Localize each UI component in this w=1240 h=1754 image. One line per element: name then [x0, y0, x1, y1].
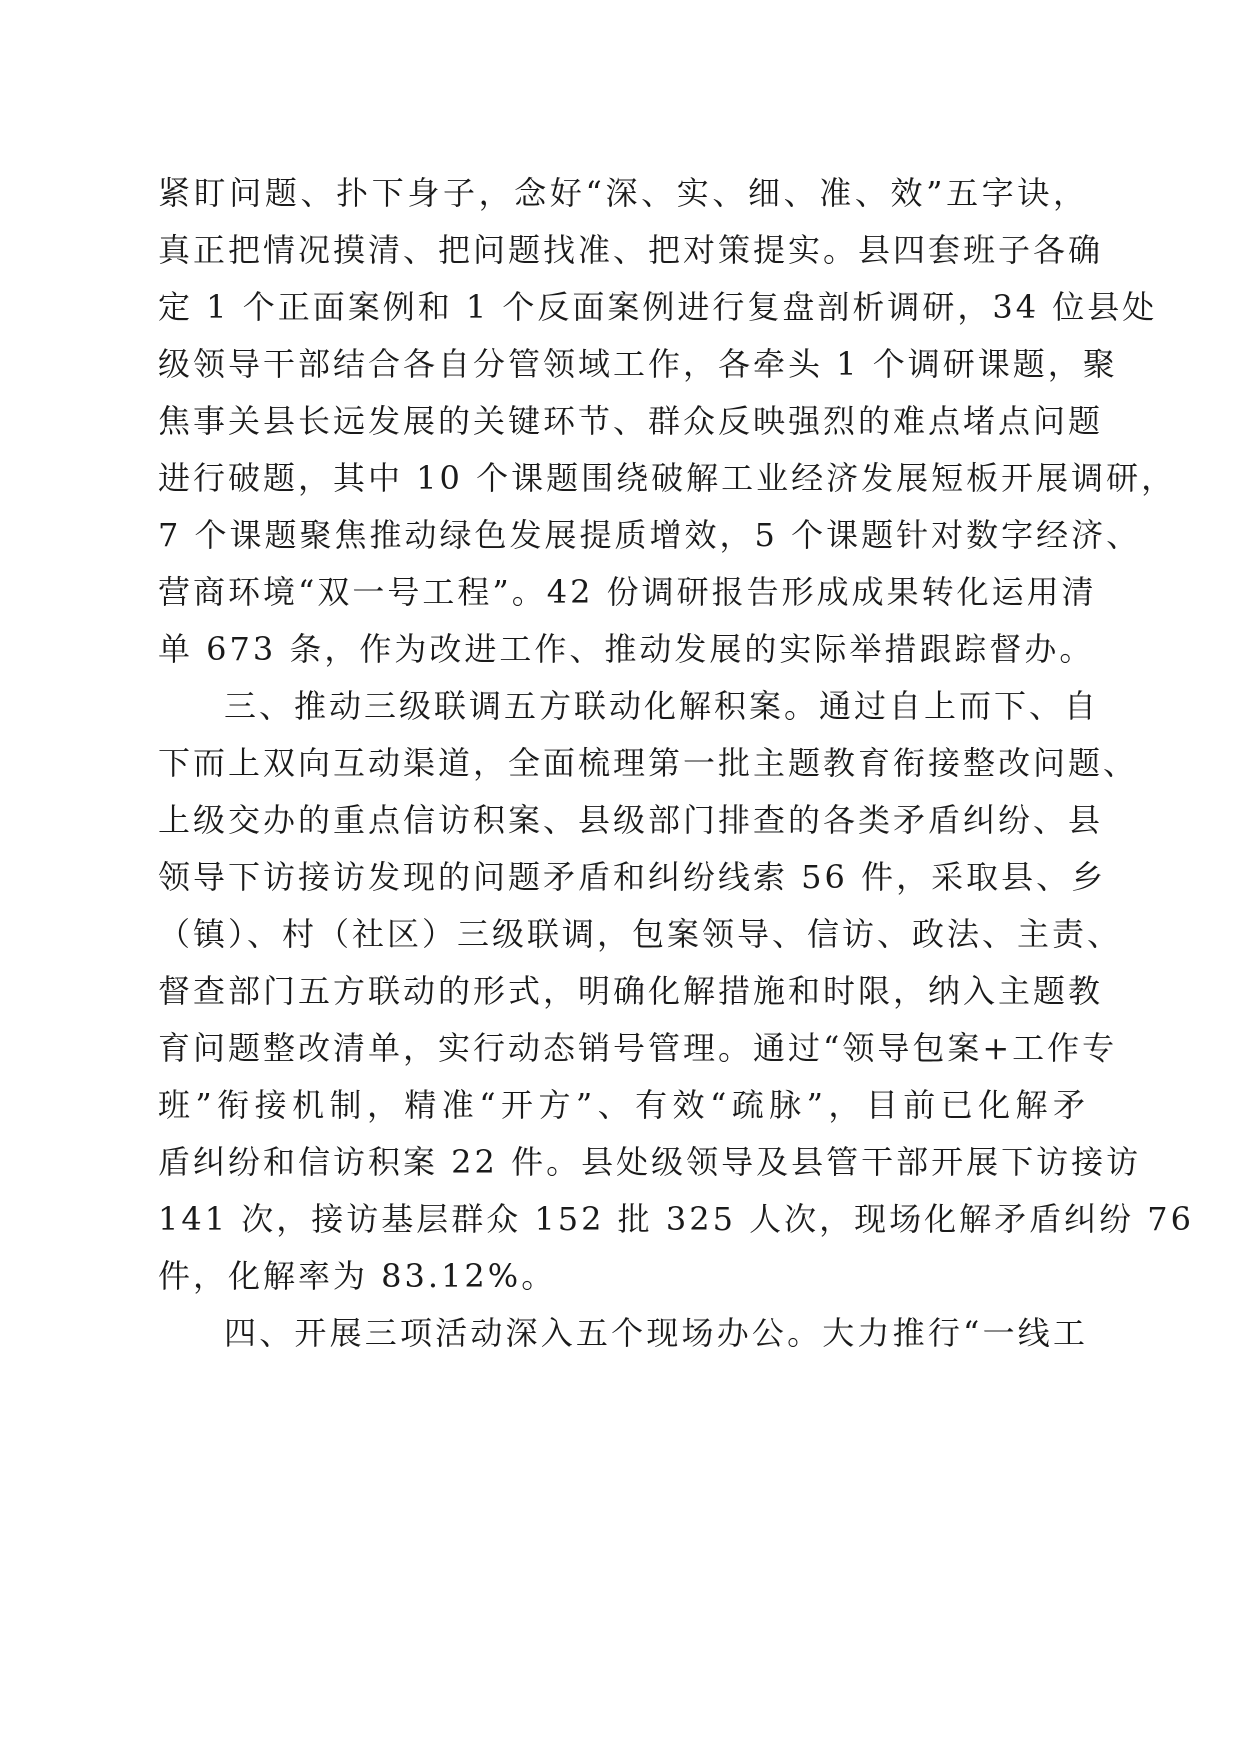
text-line-13: 领导下访接访发现的问题矛盾和纠纷线索 56 件，采取县、乡 — [158, 858, 1107, 896]
text-line-3: 定 1 个正面案例和 1 个反面案例进行复盘剖析调研，34 位县处 — [158, 288, 1158, 326]
text-line-11: 下而上双向互动渠道，全面梳理第一批主题教育衔接整改问题、 — [158, 744, 1139, 782]
text-line-15: 督查部门五方联动的形式，明确化解措施和时限，纳入主题教 — [158, 972, 1104, 1010]
text-line-2: 真正把情况摸清、把问题找准、把对策提实。县四套班子各确 — [158, 231, 1104, 269]
text-line-12: 上级交办的重点信访积案、县级部门排查的各类矛盾纠纷、县 — [158, 801, 1104, 839]
text-line-16: 育问题整改清单，实行动态销号管理。通过“领导包案+工作专 — [158, 1029, 1118, 1067]
text-line-9: 单 673 条，作为改进工作、推动发展的实际举措跟踪督办。 — [158, 630, 1095, 668]
text-line-6: 进行破题，其中 10 个课题围绕破解工业经济发展短板开展调研， — [158, 459, 1177, 497]
text-line-20: 件，化解率为 83.12%。 — [158, 1257, 557, 1295]
text-line-18: 盾纠纷和信访积案 22 件。县处级领导及县管干部开展下访接访 — [158, 1143, 1142, 1181]
text-line-4: 级领导干部结合各自分管领域工作，各牵头 1 个调研课题，聚 — [158, 345, 1118, 383]
text-line-7: 7 个课题聚焦推动绿色发展提质增效，5 个课题针对数字经济、 — [158, 516, 1142, 554]
section-4-heading-line: 四、开展三项活动深入五个现场办公。大力推行“一线工 — [224, 1314, 1088, 1352]
text-line-17: 班”衔接机制，精准“开方”、有效“疏脉”，目前已化解矛 — [158, 1086, 1088, 1124]
text-line-14: （镇）、村（社区）三级联调，包案领导、信访、政法、主责、 — [158, 915, 1123, 953]
text-line-5: 焦事关县长远发展的关键环节、群众反映强烈的难点堵点问题 — [158, 402, 1104, 440]
text-line-1: 紧盯问题、扑下身子，念好“深、实、细、准、效”五字诀， — [158, 174, 1088, 212]
text-line-19: 141 次，接访基层群众 152 批 325 人次，现场化解矛盾纠纷 76 — [158, 1200, 1194, 1238]
text-line-8: 营商环境“双一号工程”。42 份调研报告形成成果转化运用清 — [158, 573, 1097, 611]
section-3-heading-line: 三、推动三级联调五方联动化解积案。通过自上而下、自 — [224, 687, 1100, 725]
